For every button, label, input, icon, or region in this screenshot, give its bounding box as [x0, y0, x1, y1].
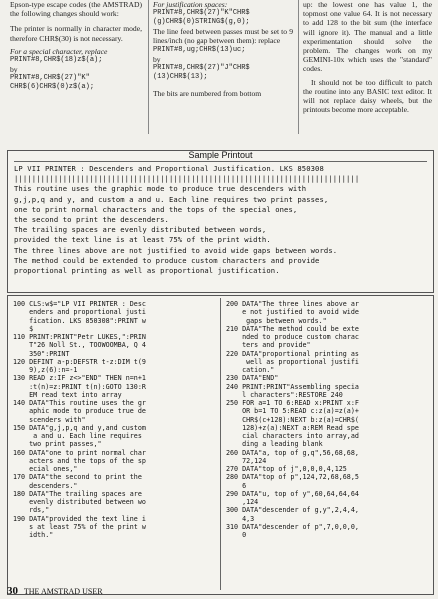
code-line: (g)CHR$(0)STRING$(g,0); [153, 18, 250, 27]
listing-line: 170 DATA"the second to print the [13, 473, 142, 482]
listing-line: well as proportional justifi [226, 357, 359, 366]
column-rule [298, 0, 299, 134]
code-line: PRINT#8,CHR$(18)z$(a); [10, 56, 103, 65]
listing-line: :t(n)=z:PRINT t(n):GOTO 130:R [13, 382, 146, 391]
page-number: 30 [7, 585, 18, 597]
listing-line: aphic mode to produce true de [13, 407, 146, 416]
listing-line: two print passes," [13, 440, 102, 449]
listing-line: enders and proportional justi [13, 308, 146, 317]
listing-line: 100 CLS:w$="LP VII PRINTER : Desc [13, 300, 146, 308]
intro-paragraph: Epson-type escape codes (the AMSTRAD) the following changes should work: [10, 0, 142, 19]
code-line: CHR$(6)CHR$(0)z$(a); [10, 83, 95, 92]
printout-line: the second to print the descenders. [14, 215, 169, 225]
listing-line: 300 DATA"descender of g,y",2,4,4, [226, 506, 359, 515]
justification-heading: For justification spaces: [153, 0, 228, 9]
patch-paragraph: It should not be too difficult to patch the routine into any BASIC text editor. It will not replace daisy wheels, but the printouts become more acceptable. [303, 77, 432, 115]
listing-line: e not justified to avoid wide [226, 308, 359, 317]
by-label: by [153, 54, 161, 64]
listing-line: cation." [226, 366, 275, 374]
listing-line: fication. LKS 850308":PRINT w [13, 316, 146, 325]
text-column-3 [303, 0, 432, 118]
listing-line: cial characters into array,ad [226, 432, 359, 440]
listing-line: 350":PRINT [13, 349, 70, 358]
listing-line: 120 DEFINT a-p:DEFSTR t-z:DIM t(9 [13, 357, 146, 366]
listing-line: 190 DATA"provided the text line i [13, 514, 146, 523]
listing-line: ecial ones," [13, 465, 78, 473]
special-heading: For a special character, replace [10, 46, 108, 56]
listing-line: ters and provide" [226, 341, 311, 350]
page-footer [7, 585, 103, 597]
printout-line: The trailing spaces are evenly distributed between words, [14, 225, 267, 235]
listing-line: idth." [13, 531, 54, 539]
sample-printout-title: Sample Printout [188, 150, 253, 160]
program-listing-box [7, 295, 434, 595]
printout-line: one to print normal characters and the tops of the special ones, [14, 204, 298, 214]
listing-line: 250 FOR a=1 TO 6:READ x:PRINT x:F [226, 399, 359, 407]
bits-continued-paragraph: up: the lowest one has value 1, the topmost one value 64. It is not necessary to add 128 to the bit sum (the interface will ignore it). The manual and a little experimentation should solve the problem. The changes work on my GEMINI-10x which uses the "standard" codes. [303, 0, 432, 74]
listing-line: 130 READ z:IF z<>"END" THEN n=n+1 [13, 374, 146, 383]
listing-line: evenly distributed between wo [13, 498, 146, 506]
listing-line: 128)+z(a):NEXT a:REM Read spe [226, 423, 359, 432]
listing-line: ,124 [226, 498, 259, 506]
listing-column-left [13, 300, 217, 539]
listing-line: OR b=1 TO 5:READ c:z(a)=z(a)+ [226, 407, 359, 416]
listing-divider [220, 298, 221, 590]
listing-line: $ [13, 324, 34, 333]
code-line: PRINT#8,CHR$(27)"K" [10, 74, 90, 83]
code-line: (13)CHR$(13); [153, 72, 208, 81]
sample-printout-box [7, 150, 434, 293]
listing-line: gaps between words." [226, 316, 327, 325]
listing-line: EM read text into array [13, 390, 122, 399]
printout-line: proportional printing as well as proportional justification. [14, 266, 280, 276]
printout-line: This routine uses the graphic mode to produce true descenders with [14, 184, 307, 194]
listing-line: l characters":RESTORE 240 [226, 390, 343, 399]
listing-line: a and u. Each line requires [13, 432, 142, 440]
listing-line: 290 DATA"u, top of y",60,64,64,64 [226, 489, 359, 498]
printout-line: |||||||||||||||||||||||||||||||||||||||||||||||||||||||||||||||||||||||||||||| [14, 174, 360, 184]
title-rule [14, 161, 427, 162]
listing-line: s at least 75% of the print w [13, 522, 146, 531]
listing-line: acters and the tops of the sp [13, 456, 146, 465]
code-line: PRINT#8,CHR$(27)"J"CHR$ [153, 63, 250, 72]
bits-paragraph: The bits are numbered from bottom [153, 88, 262, 98]
listing-line: 260 DATA"a, top of g,q",56,68,68, [226, 448, 359, 457]
listing-line: 220 DATA"proportional printing as [226, 349, 359, 358]
code-line: PRINT#8,CHR$(27)"K"CHR$ [153, 9, 250, 18]
listing-line: 72,124 [226, 456, 267, 465]
listing-line: 4,3 [226, 514, 255, 523]
publication-name: THE AMSTRAD USER [23, 587, 103, 596]
listing-line: 310 DATA"descender of p",7,0,0,0, [226, 522, 359, 531]
listing-line: scenders with" [13, 415, 86, 424]
listing-line: 180 DATA"The trailing spaces are [13, 489, 142, 498]
listing-line: nded to produce custom charac [226, 333, 359, 341]
column-rule [148, 0, 149, 134]
listing-column-right [226, 300, 430, 539]
listing-line: 230 DATA"END" [226, 374, 279, 383]
by-label: by [10, 65, 18, 75]
printout-line: g,j,p,q and y, and custom a and u. Each line requires two print passes, [14, 194, 329, 204]
listing-line: 0 [226, 531, 247, 539]
text-column-1 [10, 0, 142, 92]
listing-line: 150 DATA"g,j,p,q and y,and custom [13, 423, 146, 432]
listing-line: 240 PRINT:PRINT"Assembling specia [226, 382, 359, 391]
listing-line: T"26 Noll St., TOOWOOMBA, Q 4 [13, 341, 146, 350]
listing-line: 270 DATA"top of j",0,0,0,4,125 [226, 465, 347, 473]
listing-line: 140 DATA"This routine uses the gr [13, 399, 146, 407]
listing-line: ding a leading blank [226, 440, 323, 449]
listing-line: 280 DATA"top of p",124,72,68,68,5 [226, 473, 359, 482]
printout-line: LP VII PRINTER : Descenders and Proportional Justification. LKS 850308 [14, 164, 324, 173]
printout-line: provided the text line is at least 75% of the print width. [14, 235, 271, 245]
code-line: PRINT#8,ug;CHR$(13)uc; [153, 45, 246, 54]
listing-line: 210 DATA"The method could be exte [226, 324, 359, 333]
listing-line: 6 [226, 481, 247, 490]
listing-line: 200 DATA"The three lines above ar [226, 300, 359, 308]
listing-line: CHR$(c+128):NEXT b:z(a)=CHR$( [226, 415, 359, 424]
line-feed-paragraph: The line feed between passes must be set to 9 lines/inch (no gap between them): replace [153, 27, 293, 46]
text-column-2 [153, 0, 293, 102]
printer-note: The printer is normally in character mode, therefore CHR$(30) is not necessary. [10, 24, 142, 43]
printout-line: The method could be extended to produce custom characters and provide [14, 255, 320, 265]
listing-line: descenders." [13, 481, 78, 490]
printout-line: The three lines above are not justified to avoid wide gaps between words. [14, 245, 338, 255]
listing-line: 160 DATA"one to print normal char [13, 448, 146, 457]
listing-line: rds," [13, 506, 50, 515]
sample-printout-text [14, 164, 430, 276]
listing-line: 9),z(6):n=-1 [13, 366, 78, 374]
listing-line: 110 PRINT:PRINT"Petr LUKES,":PRIN [13, 333, 146, 341]
